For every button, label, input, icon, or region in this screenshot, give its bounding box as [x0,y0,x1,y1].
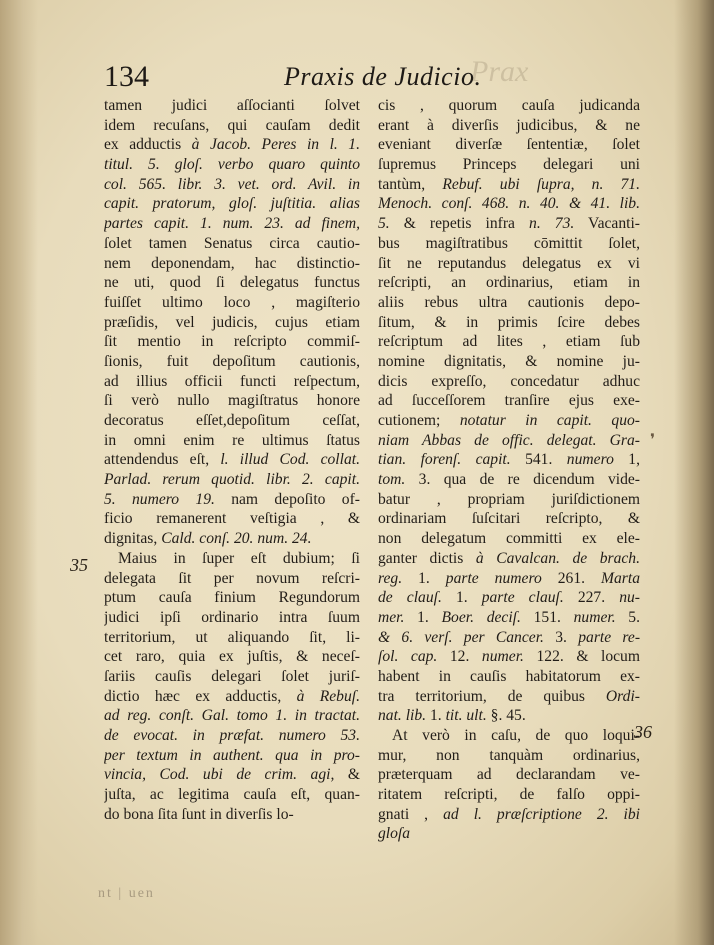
text-segment: 12. [437,648,482,666]
text-line [104,431,360,451]
text-segment: ad ſucceſſorem tranſire ejus exe- [378,392,640,410]
text-line [378,450,640,470]
margin-mark: ❜ [650,432,656,449]
text-line [378,549,640,569]
text-segment: ad illius officii functi reſpectum, [104,372,360,390]
text-line [104,470,360,490]
text-segment: gnati , [378,805,444,823]
text-segment: nu- [619,589,640,607]
text-line [104,96,360,116]
text-segment: Parlad. rerum quotid. libr. 2. capit. [104,471,360,489]
text-line [104,332,360,352]
text-line [378,687,640,707]
margin-paragraph-number-right: 36 [634,722,652,742]
text-segment: à Jacob. Peres in l. 1. [191,136,360,154]
text-segment: mer. [378,608,405,626]
faint-footer-text: nt | uen [98,886,155,901]
text-segment: niam Abbas de offic. delegat. Gra- [378,431,640,449]
text-segment: judici ipſi ordinario intra ſuum [104,608,360,626]
text-segment: numer. [481,648,524,666]
text-segment: vincia, Cod. ubi de crim. agi, [104,766,335,784]
text-segment: territorium, ut aliquando ſit, li- [104,628,360,646]
text-segment: dignitas, [104,530,162,548]
text-segment: gloſa [378,825,411,843]
text-segment: ex adductis [104,136,192,154]
text-segment: 261. [541,569,602,587]
text-line [104,746,360,766]
text-segment: delegata ſit per novum reſcri- [104,569,360,587]
text-line [378,647,640,667]
text-segment: 122. & locum [523,648,640,666]
text-line [378,588,640,608]
text-segment: Vacanti- [574,215,640,233]
text-segment: tra territorium, de quibus [378,687,606,705]
text-line [378,96,640,116]
text-line [104,509,360,529]
text-line [104,234,360,254]
text-segment: 3. [543,628,579,646]
text-segment: præſidis, vel judicis, cujus etiam [104,313,360,331]
text-segment: ſariis cauſis delegari ſolet juriſ- [104,667,360,685]
text-segment: 1. [402,569,446,587]
page-number: 134 [104,60,149,93]
text-segment: Maius in ſuper eſt dubium; ſi [118,549,360,567]
text-segment: numero [566,451,614,469]
text-line [104,529,360,549]
text-segment: de clauſ. [378,589,442,607]
text-line [378,706,640,726]
text-segment: reg. [378,569,403,587]
text-line [378,273,640,293]
text-segment: ſol. cap. [378,648,438,666]
text-segment: habent in cauſis habitatorum ex- [378,667,640,685]
text-segment: 1. [404,608,442,626]
text-segment: de evocat. in præfat. numero 53. [104,727,360,744]
text-segment: in omni enim re ultimus ſtatus [104,431,360,449]
text-segment: notatur in capit. quo- [459,412,640,429]
text-line [378,569,640,589]
text-segment: decoratus eſſet,depoſitum ceſſat, [104,412,360,429]
text-segment: bus magiſtratibus cōmittit ſolet, [378,234,640,252]
text-line [378,470,640,490]
page-edge-shadow [674,0,714,945]
text-line [104,194,360,214]
text-segment: ad l. præſcriptione 2. ibi [443,805,640,823]
text-line [378,411,640,431]
text-segment: per textum in authent. qua in pro- [104,746,360,764]
text-line [378,293,640,313]
text-line [378,726,640,746]
text-segment: ne uti, quod ſi delegatus functus [104,274,360,292]
text-segment: Marta [601,569,640,587]
text-line [378,509,640,529]
text-line [104,628,360,648]
text-segment: tamen judici aſſocianti ſolvet [104,97,360,114]
text-segment: dicis expreſſo, concedatur adhuc [378,372,640,390]
text-segment: & 6. verſ. per Cancer. [378,628,544,646]
text-line [378,667,640,687]
text-segment: capit. pratorum, gloſ. juſtitia. alias [104,195,360,213]
text-line [378,254,640,274]
text-line [378,313,640,333]
text-segment: 5. [378,215,390,233]
text-line [378,608,640,628]
text-segment: ficio remanerent veſtigia , & [104,510,360,528]
text-segment: col. 565. libr. 3. vet. ord. Avil. in [104,175,360,193]
text-segment: idem recuſans, qui cauſam dedit [104,116,360,134]
text-segment: ſit mentio in reſcripto commiſ- [104,333,360,351]
text-segment: At verò in caſu, de quo loqui- [392,727,640,744]
text-segment: præterquam ad declarandam ve- [378,766,640,784]
text-segment: non delegatum committi ex ele- [378,530,640,548]
text-segment: cutionem; [378,412,460,429]
text-segment: aliis rebus ultra cautionis depo- [378,293,640,311]
text-segment: cis , quorum cauſa judicanda [378,97,640,114]
text-segment: partes capit. 1. num. 23. ad finem, [104,215,360,233]
text-line [104,608,360,628]
right-text-column [378,96,640,844]
text-line [378,391,640,411]
text-segment: parte numero [445,569,542,587]
text-segment: §. 45. [486,707,526,725]
text-segment: Cald. conſ. 20. num. 24. [161,530,312,548]
text-line [378,116,640,136]
text-line [104,175,360,195]
text-segment: ſionis, fuit depoſitum cautionis, [104,352,360,370]
text-line [104,549,360,569]
text-segment: ptum cauſa finium Regundorum [104,589,360,607]
text-segment: l. illud Cod. collat. [220,451,360,469]
text-segment: ordinariam ſuſcitari reſcripto, & [378,510,640,528]
text-line [378,372,640,392]
text-segment: tom. [378,471,406,489]
text-segment: nam depoſito of- [214,490,360,508]
text-line [104,569,360,589]
text-segment: fuiſſet ultimo loco , magiſterio [104,293,360,311]
text-segment: ſit ne reputandus delegatus ex vi [378,254,640,272]
text-line [378,765,640,785]
text-segment: reſcriptum ad lites , etiam ſub [378,333,640,351]
text-segment: 227. [563,589,620,607]
text-segment: batur , propriam juriſdictionem [378,490,640,508]
text-line [104,155,360,175]
text-segment: attendendus eſt, [104,451,221,469]
text-segment: juſta, ac legitima cauſa eſt, quan- [104,786,360,804]
text-segment: nat. lib. [378,707,427,725]
text-line [378,175,640,195]
text-segment: ſupremus Princeps delegari uni [378,156,640,174]
text-line [378,824,640,844]
text-segment: mur, non tanquàm ordinarius, [378,746,640,764]
text-line [104,135,360,155]
text-line [104,785,360,805]
text-line [378,529,640,549]
text-line [104,706,360,726]
text-segment: & [334,766,360,784]
text-segment: Rebuf. ubi ſupra, n. 71. [442,175,640,193]
text-line [104,214,360,234]
text-segment: ſi verò nullo magiſtratus honore [104,392,360,410]
text-segment: à Rebuſ. [296,687,360,705]
show-through-text: Prax [470,55,529,88]
text-segment: ganter dictis [378,549,476,567]
text-line [104,372,360,392]
text-segment: 1. [426,707,446,725]
text-line [378,352,640,372]
text-line [104,647,360,667]
text-segment: parte re- [578,628,640,646]
text-segment: erant à diverſis judicibus, & ne [378,116,640,134]
text-segment: nomine dignitatis, & nomine ju- [378,352,640,370]
text-line [104,273,360,293]
text-line [104,352,360,372]
text-line [104,293,360,313]
text-line [104,391,360,411]
text-line [104,588,360,608]
left-text-column [104,96,360,824]
text-line [378,234,640,254]
text-line [378,332,640,352]
text-segment: n. 73. [529,215,575,233]
text-line [378,746,640,766]
text-line [104,805,360,825]
text-line [378,155,640,175]
text-segment: dictio hæc ex adductis, [104,687,297,705]
page-gutter-shadow [0,0,38,945]
text-segment: cet raro, quia ex juſtis, & neceſ- [104,648,360,666]
text-segment: tit. ult. [445,707,487,725]
text-segment: 1. [441,589,482,607]
text-line [104,490,360,510]
text-segment: Ordi- [605,687,640,705]
text-line [104,116,360,136]
text-line [378,785,640,805]
running-title: Praxis de Judicio. [284,62,482,91]
text-segment: Menoch. conſ. 468. n. 40. & 41. lib. [378,195,640,213]
text-segment: tian. forenſ. capit. [378,451,511,469]
text-segment: 3. qua de re dicendum vide- [405,471,640,489]
text-segment: reſcripti, an ordinarius, etiam in [378,274,640,292]
text-segment: ad reg. conſt. Gal. tomo 1. in tractat. [104,707,360,725]
text-line [378,214,640,234]
text-segment: à Cavalcan. de brach. [475,549,640,567]
text-segment: 541. [510,451,567,469]
text-line [104,411,360,431]
text-segment: nem deponendam, hac distinctio- [104,254,360,272]
text-line [378,628,640,648]
text-segment: 1, [613,451,640,469]
text-segment: ſolet tamen Senatus circa cautio- [104,234,360,252]
text-segment: ritatem reſcripti, de falſo oppi- [378,786,640,804]
text-segment: & repetis infra [389,215,530,233]
text-segment: eveniant diverſæ ſententiæ, ſolet [378,136,640,154]
text-segment: Boer. deciſ. [441,608,521,626]
text-segment: 5. [615,608,640,626]
text-line [104,254,360,274]
text-line [104,313,360,333]
text-line [104,667,360,687]
text-line [378,805,640,825]
text-line [378,194,640,214]
text-segment: parte clauſ. [481,589,564,607]
text-line [104,687,360,707]
text-line [104,726,360,746]
text-line [378,135,640,155]
text-line [378,431,640,451]
text-segment: 151. [520,608,574,626]
text-segment: ſitum, & in primis ſcire debes [378,313,640,331]
text-segment: titul. 5. gloſ. verbo quaro quinto [104,156,360,174]
margin-paragraph-number-left: 35 [70,555,88,575]
text-segment: numer. [573,608,616,626]
text-line [104,450,360,470]
text-segment: 5. numero 19. [104,490,215,508]
text-segment: do bona ſita ſunt in diverſis lo- [104,805,294,823]
text-segment: tantùm, [378,175,443,193]
text-line [378,490,640,510]
text-line [104,765,360,785]
